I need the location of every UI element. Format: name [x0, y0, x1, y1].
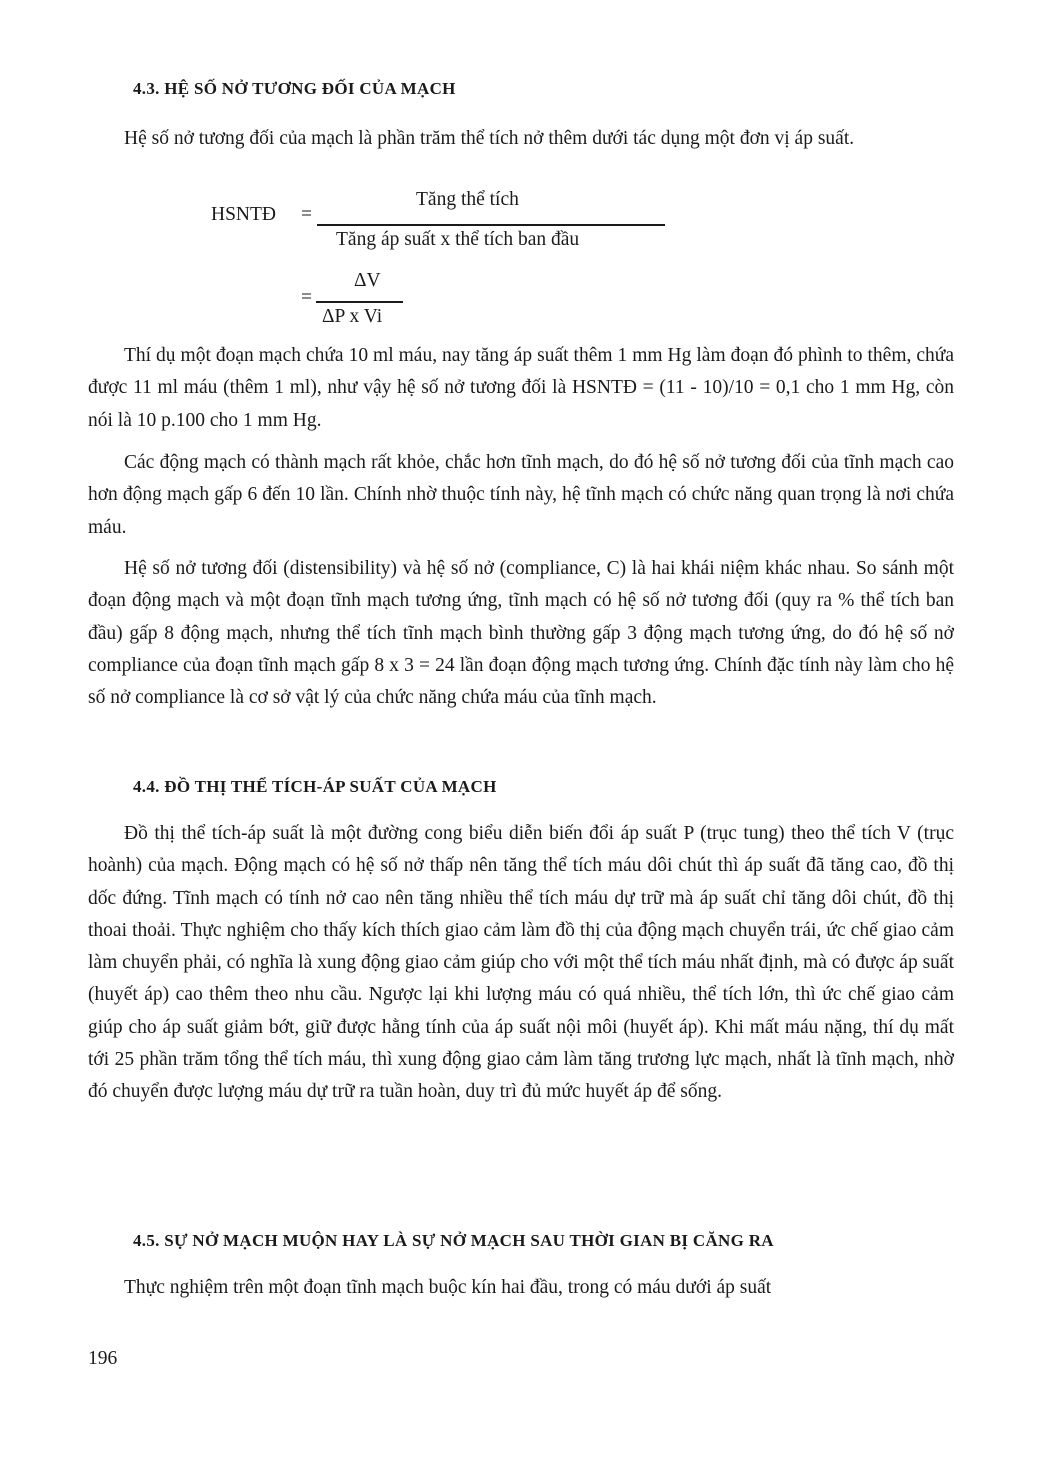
section-heading-4-5: 4.5. SỰ NỞ MẠCH MUỘN HAY LÀ SỰ NỞ MẠCH SAU THỜI GIAN BỊ CĂNG RA — [133, 1231, 774, 1250]
section-4-3-paragraph-2: Các động mạch có thành mạch rất khỏe, chắc hơn tĩnh mạch, do đó hệ số nở tương đối của tĩnh mạch cao hơn động mạch gấp 6 đến 10 lần. Chính nhờ thuộc tính này, hệ tĩnh mạch có chức năng quan trọng là nơi chứa máu. — [88, 452, 954, 538]
section-4-3-paragraph-1: Thí dụ một đoạn mạch chứa 10 ml máu, nay tăng áp suất thêm 1 mm Hg làm đoạn đó phình to thêm, chứa được 11 ml máu (thêm 1 ml), như vậy hệ số nở tương đối là HSNTĐ = (11 - 10)/10 = 0,1 cho 1 mm Hg, còn nói là 10 p.100 cho 1 mm Hg. — [88, 345, 954, 431]
section-4-3-paragraph-3: Hệ số nở tương đối (distensibility) và hệ số nở (compliance, C) là hai khái niệm khác nhau. So sánh một đoạn động mạch và một đoạn tĩnh mạch tương ứng, tĩnh mạch có hệ số nở tương đối (quy ra % thể tích ban đầu) gấp 8 động mạch, nhưng thể tích tĩnh mạch bình thường gấp 3 động mạch tương ứng, do đó hệ số nở compliance của đoạn tĩnh mạch gấp 8 x 3 = 24 lần đoạn động mạch tương ứng. Chính đặc tính này làm cho hệ số nở compliance là cơ sở vật lý của chức năng chứa máu của tĩnh mạch. — [88, 558, 954, 709]
formula-label: HSNTĐ — [211, 204, 277, 225]
section-4-4-paragraph-1: Đồ thị thể tích-áp suất là một đường cong biểu diễn biến đổi áp suất P (trục tung) theo thể tích V (trục hoành) của mạch. Động mạch có hệ số nở thấp nên tăng thể tích máu dôi chút thì áp suất đã tăng cao, đồ thị dốc đứng. Tĩnh mạch có tính nở cao nên tăng nhiều thể tích máu dự trữ mà áp suất chỉ tăng dôi chút, đồ thị thoai thoải. Thực nghiệm cho thấy kích thích giao cảm làm đồ thị của động mạch chuyển trái, ức chế giao cảm làm chuyển phải, có nghĩa là xung động giao cảm giúp cho với một thể tích máu nhất định, mà có được áp suất (huyết áp) cao thêm theo nhu cầu. Ngược lại khi lượng máu có quá nhiều, thể tích lớn, thì ức chế giao cảm giúp cho áp suất giảm bớt, giữ được hằng tính của áp suất nội môi (huyết áp). Khi mất máu nặng, thí dụ mất tới 25 phần trăm tổng thể tích máu, thì xung động giao cảm làm tăng trương lực mạch, nhất là tĩnh mạch, nhờ đó chuyển được lượng máu dự trữ ra tuần hoàn, duy trì đủ mức huyết áp để sống. — [88, 823, 954, 1103]
page-number: 196 — [88, 1348, 118, 1369]
formula-numerator-1: Tăng thể tích — [416, 189, 519, 210]
section-heading-4-4: 4.4. ĐỒ THỊ THỂ TÍCH-ÁP SUẤT CỦA MẠCH — [133, 777, 497, 796]
formula-equals-1: = — [301, 204, 312, 225]
fraction-bar-2 — [316, 301, 403, 303]
formula-equals-2: = — [301, 287, 312, 308]
section-heading-4-3: 4.3. HỆ SỐ NỞ TƯƠNG ĐỐI CỦA MẠCH — [133, 79, 456, 98]
section-4-3-intro: Hệ số nở tương đối của mạch là phần trăm thể tích nở thêm dưới tác dụng một đơn vị áp suất. — [124, 128, 855, 149]
fraction-bar-1 — [317, 224, 665, 226]
section-4-5-paragraph-1: Thực nghiệm trên một đoạn tĩnh mạch buộc kín hai đầu, trong có máu dưới áp suất — [124, 1277, 772, 1298]
formula-denominator-1: Tăng áp suất x thể tích ban đầu — [336, 229, 580, 250]
formula-denominator-2: ΔP x Vi — [322, 306, 383, 327]
formula-numerator-2: ΔV — [354, 270, 381, 291]
